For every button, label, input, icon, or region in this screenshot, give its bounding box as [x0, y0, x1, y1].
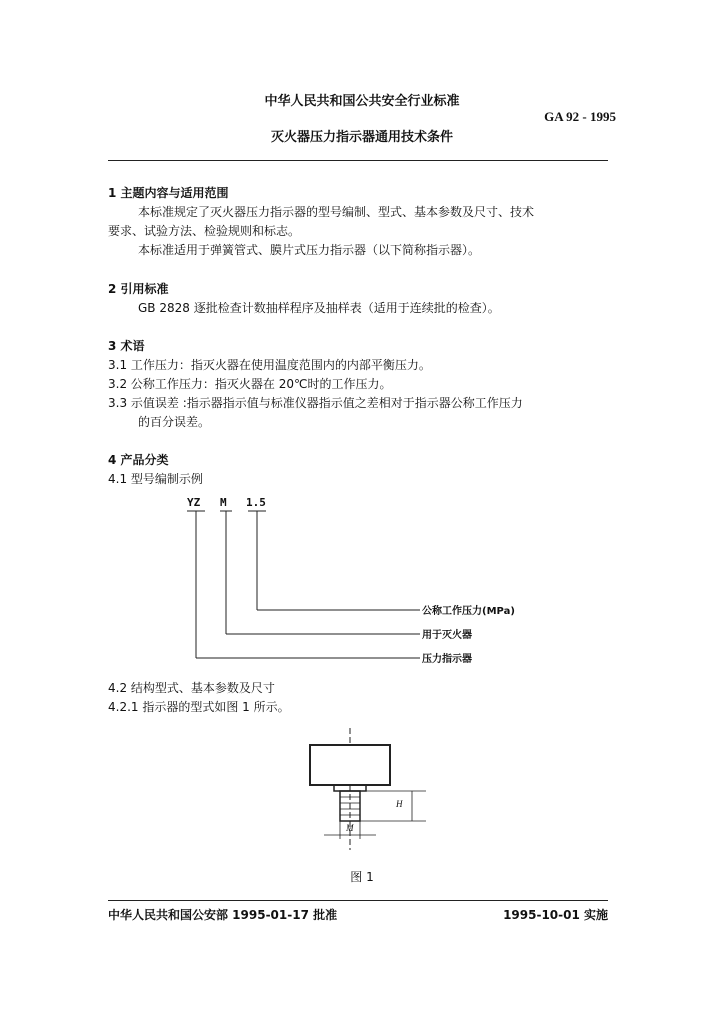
section-4-heading: 4 产品分类: [108, 453, 169, 467]
label-for-extinguisher: 用于灭火器: [422, 630, 472, 641]
indicator-outline: [300, 725, 440, 855]
clause-4-1: 4.1 型号编制示例: [108, 472, 203, 486]
section-2-heading: 2 引用标准: [108, 282, 169, 296]
label-pressure-indicator: 压力指示器: [422, 654, 472, 665]
figure-1-indicator-drawing: [300, 725, 440, 855]
footer-divider: [108, 900, 608, 901]
section-2-paragraph: GB 2828 逐批检查计数抽样程序及抽样表（适用于连续批的检查）。: [138, 301, 500, 315]
dimension-h-label: H: [396, 799, 403, 809]
header-divider: [108, 160, 608, 161]
clause-3-2: 3.2 公称工作压力：指灭火器在 20℃时的工作压力。: [108, 377, 392, 391]
section-1-heading: 1 主题内容与适用范围: [108, 186, 229, 200]
section-1-paragraph-1-line-1: 本标准规定了灭火器压力指示器的型号编制、型式、基本参数及尺寸、技术: [138, 205, 535, 219]
figure-1-caption: 图 1: [350, 870, 374, 884]
code-m: M: [220, 496, 227, 509]
section-3-heading: 3 术语: [108, 339, 145, 353]
clause-3-3-line-2: 的百分误差。: [138, 415, 211, 429]
document-title: 灭火器压力指示器通用技术条件: [270, 130, 453, 145]
clause-3-1: 3.1 工作压力：指灭火器在使用温度范围内的内部平衡压力。: [108, 358, 431, 372]
code-yz: YZ: [187, 496, 201, 509]
model-code-diagram: [180, 495, 560, 670]
clause-4-2-1: 4.2.1 指示器的型式如图 1 所示。: [108, 700, 290, 714]
standard-org-title: 中华人民共和国公共安全行业标准: [264, 94, 460, 109]
code-number: 1.5: [246, 496, 266, 509]
section-1-paragraph-1-line-2: 要求、试验方法、检验规则和标志。: [108, 224, 301, 238]
section-1-paragraph-2: 本标准适用于弹簧管式、膜片式压力指示器（以下简称指示器）。: [138, 243, 481, 257]
clause-4-2: 4.2 结构型式、基本参数及尺寸: [108, 681, 275, 695]
clause-3-3-line-1: 3.3 示值误差 :指示器指示值与标准仪器指示值之差相对于指示器公称工作压力: [108, 396, 523, 410]
approval-note: 中华人民共和国公安部 1995-01-17 批准: [108, 908, 338, 922]
dimension-m-label: M: [346, 823, 354, 833]
implementation-date: 1995-10-01 实施: [503, 908, 608, 922]
standard-code: GA 92 - 1995: [544, 109, 616, 124]
model-code-lines: [180, 495, 560, 670]
label-nominal-pressure: 公称工作压力(MPa): [422, 606, 515, 617]
